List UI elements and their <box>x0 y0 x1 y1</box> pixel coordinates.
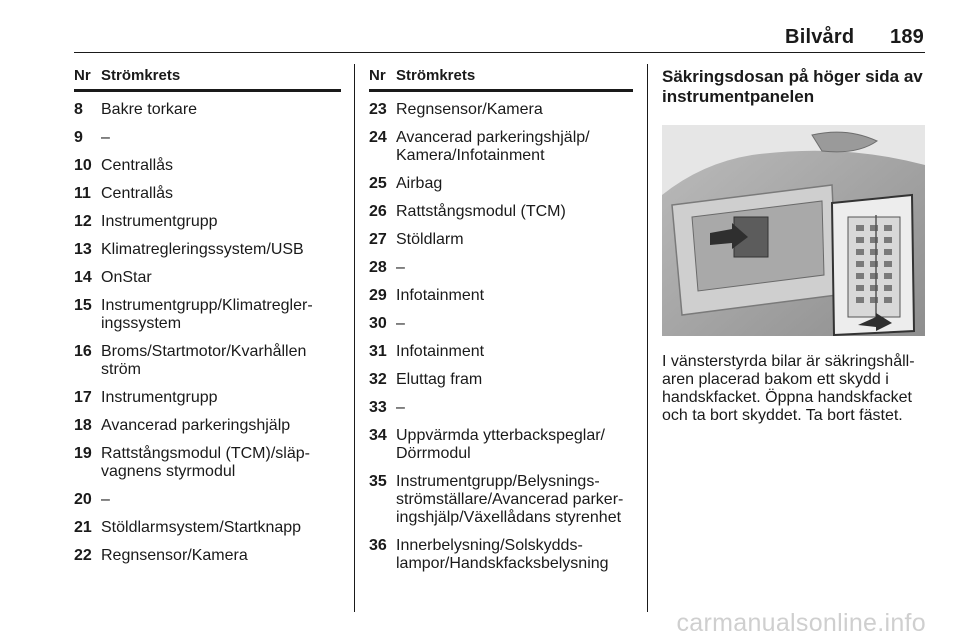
fuse-row <box>369 127 633 173</box>
section-title: Bilvård <box>785 26 855 48</box>
fuse-row <box>74 267 341 295</box>
fuse-circuit: – <box>101 491 110 508</box>
fuse-row <box>74 183 341 211</box>
fuse-circuit: Instrumentgrupp/Klimatregler- ingssystem <box>101 297 313 332</box>
fuse-number: 26 <box>369 203 387 220</box>
instruction-text: I vänsterstyrda bilar är säkringshåll- aren placerad bakom ett skydd i handskfacket. Öppna handskfacket och ta bort skyddet. Ta bort fästet. <box>662 353 915 424</box>
fuse-row <box>74 155 341 183</box>
fuse-row <box>74 517 341 545</box>
fuse-circuit: Klimatregleringssystem/USB <box>101 241 304 258</box>
table-body <box>74 99 341 573</box>
fuse-row <box>369 173 633 201</box>
fuse-number: 17 <box>74 389 92 406</box>
fuse-row <box>369 99 633 127</box>
fuse-circuit: Avancerad parkeringshjälp <box>101 417 291 434</box>
fuse-circuit: Stöldlarm <box>396 231 464 248</box>
fuse-number: 9 <box>74 129 83 146</box>
fuse-number: 24 <box>369 129 387 146</box>
fuse-circuit: Centrallås <box>101 185 174 202</box>
fuse-circuit: Innerbelysning/Solskydds- lampor/Handskfacksbelysning <box>396 537 609 572</box>
table-body <box>369 99 633 581</box>
fuse-number: 30 <box>369 315 387 332</box>
header-nr: Nr <box>369 67 386 84</box>
fuse-row <box>74 239 341 267</box>
fuse-number: 19 <box>74 445 92 462</box>
header-rule <box>74 52 925 53</box>
fuse-number: 28 <box>369 259 387 276</box>
fuse-row <box>369 471 633 535</box>
table-header <box>369 64 633 92</box>
fuse-row <box>369 341 633 369</box>
header-circuit: Strömkrets <box>101 67 181 84</box>
fuse-number: 15 <box>74 297 92 314</box>
fuse-row <box>369 229 633 257</box>
page-number: 189 <box>890 26 924 48</box>
fuse-number: 33 <box>369 399 387 416</box>
fuse-number: 22 <box>74 547 92 564</box>
fuse-row <box>74 387 341 415</box>
fuse-number: 20 <box>74 491 92 508</box>
column-divider-1 <box>354 64 355 612</box>
fuse-row <box>74 295 341 341</box>
fuse-circuit: Instrumentgrupp <box>101 389 218 406</box>
fuse-circuit: – <box>396 399 405 416</box>
fuse-circuit: OnStar <box>101 269 152 286</box>
fuse-circuit: Airbag <box>396 175 443 192</box>
fuse-number: 23 <box>369 101 387 118</box>
fuse-row <box>74 545 341 573</box>
fuse-circuit: Instrumentgrupp <box>101 213 218 230</box>
fuse-number: 27 <box>369 231 387 248</box>
header-nr: Nr <box>74 67 91 84</box>
fuse-row <box>74 211 341 239</box>
fuse-circuit: – <box>396 259 405 276</box>
fuse-circuit: Bakre torkare <box>101 101 198 118</box>
fuse-circuit: Broms/Startmotor/Kvarhållen ström <box>101 343 307 378</box>
header-circuit: Strömkrets <box>396 67 476 84</box>
fuse-row <box>74 99 341 127</box>
fuse-number: 34 <box>369 427 387 444</box>
fuse-number: 35 <box>369 473 387 490</box>
fuse-number: 21 <box>74 519 92 536</box>
fuse-circuit: Regnsensor/Kamera <box>396 101 543 118</box>
fuse-number: 16 <box>74 343 92 360</box>
fuse-number: 32 <box>369 371 387 388</box>
fuse-number: 25 <box>369 175 387 192</box>
fuse-number: 14 <box>74 269 92 286</box>
fuse-row <box>74 127 341 155</box>
fuse-row <box>369 313 633 341</box>
fuse-row <box>74 443 341 489</box>
fuse-circuit: Instrumentgrupp/Belysnings- strömställare/Avancerad parker- ingshjälp/Växellådans styrenhet <box>396 473 624 526</box>
fuse-row <box>74 489 341 517</box>
fuse-row <box>369 285 633 313</box>
fuse-number: 29 <box>369 287 387 304</box>
right-column <box>662 64 925 425</box>
glovebox-fusebox-image <box>662 125 925 336</box>
fuse-row <box>369 201 633 229</box>
fuse-circuit: Avancerad parkeringshjälp/ Kamera/Infotainment <box>396 129 590 164</box>
fuse-table-middle <box>369 64 633 581</box>
fuse-circuit: Infotainment <box>396 343 485 360</box>
fuse-row <box>74 341 341 387</box>
fuse-number: 36 <box>369 537 387 554</box>
page-header <box>785 26 924 49</box>
fuse-table-left <box>74 64 341 573</box>
fuse-row <box>369 397 633 425</box>
fuse-circuit: Stöldlarmsystem/Startknapp <box>101 519 302 536</box>
fuse-number: 31 <box>369 343 387 360</box>
fuse-circuit: Rattstångsmodul (TCM) <box>396 203 566 220</box>
fuse-row <box>369 425 633 471</box>
fuse-number: 13 <box>74 241 92 258</box>
fuse-number: 12 <box>74 213 92 230</box>
fuse-row <box>369 257 633 285</box>
fuse-circuit: Eluttag fram <box>396 371 483 388</box>
fuse-circuit: – <box>101 129 110 146</box>
fuse-number: 11 <box>74 185 91 202</box>
fuse-circuit: Uppvärmda ytterbackspeglar/ Dörrmodul <box>396 427 605 462</box>
column-divider-2 <box>647 64 648 612</box>
fuse-circuit: Rattstångsmodul (TCM)/släp- vagnens styrmodul <box>101 445 310 480</box>
fuse-number: 8 <box>74 101 83 118</box>
fuse-circuit: Centrallås <box>101 157 174 174</box>
fuse-number: 10 <box>74 157 92 174</box>
fuse-box-illustration <box>662 125 925 336</box>
section-heading: Säkringsdosan på höger sida av instrumentpanelen <box>662 67 923 106</box>
fuse-circuit: Infotainment <box>396 287 485 304</box>
fuse-row <box>369 535 633 581</box>
fuse-circuit: Regnsensor/Kamera <box>101 547 248 564</box>
fuse-circuit: – <box>396 315 405 332</box>
fuse-number: 18 <box>74 417 92 434</box>
fuse-row <box>369 369 633 397</box>
fuse-row <box>74 415 341 443</box>
table-header <box>74 64 341 92</box>
watermark: carmanualsonline.info <box>676 609 926 637</box>
